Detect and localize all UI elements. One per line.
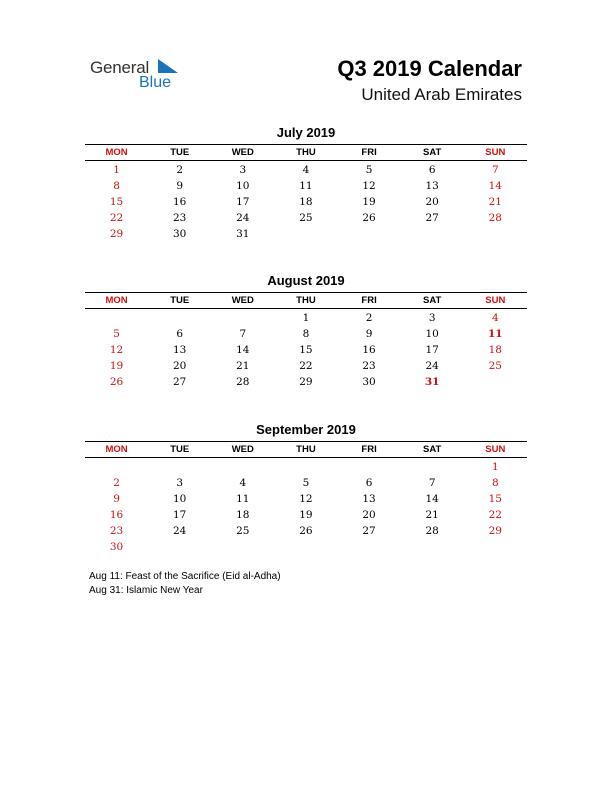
month-july [85, 125, 527, 242]
empty-day-cell [211, 459, 274, 475]
day-cell: 15 [488, 493, 502, 505]
day-cell: 16 [109, 509, 124, 521]
day-cell: 8 [113, 180, 120, 192]
weekday-sat: SAT [423, 295, 442, 306]
weekday-sun: SUN [485, 444, 506, 455]
day-cell: 9 [113, 493, 120, 505]
day-cell: 19 [109, 360, 124, 372]
day-cell: 30 [109, 541, 124, 553]
weekday-fri: FRI [361, 444, 377, 455]
day-cell: 7 [428, 477, 436, 489]
day-cell: 12 [109, 344, 124, 356]
day-cell: 14 [425, 493, 439, 505]
day-cell: 30 [173, 228, 187, 240]
day-cell: 27 [173, 376, 187, 388]
day-cell: 29 [299, 376, 313, 388]
day-cell: 6 [176, 328, 184, 340]
day-cell: 31 [424, 376, 440, 388]
day-cell: 26 [109, 376, 124, 388]
day-cell: 5 [302, 477, 310, 489]
day-cell: 24 [425, 360, 439, 372]
day-cell: 22 [488, 509, 502, 521]
day-cell: 17 [236, 196, 250, 208]
day-cell: 3 [239, 164, 247, 176]
day-cell: 28 [236, 376, 250, 388]
day-cell: 3 [176, 477, 184, 489]
day-cell: 21 [425, 509, 439, 521]
day-cell: 1 [113, 164, 120, 176]
day-cell: 1 [302, 312, 310, 324]
day-cell: 25 [488, 360, 502, 372]
day-cell: 27 [425, 212, 439, 224]
day-cell: 21 [236, 360, 250, 372]
empty-day-cell [85, 459, 148, 475]
empty-day-cell [211, 310, 274, 326]
weekday-thu: THU [296, 444, 316, 455]
day-cell: 18 [236, 509, 250, 521]
day-cell: 15 [109, 196, 124, 208]
day-cell: 23 [109, 525, 124, 537]
day-cell: 10 [236, 180, 250, 192]
day-cell: 25 [236, 525, 250, 537]
day-cell: 9 [365, 328, 373, 340]
day-cell: 13 [362, 493, 376, 505]
holiday-note: Aug 31: Islamic New Year [89, 585, 203, 596]
day-cell: 2 [113, 477, 120, 489]
weekday-header [85, 292, 527, 309]
day-cell: 6 [428, 164, 436, 176]
weekday-sat: SAT [423, 147, 442, 158]
day-cell: 10 [425, 328, 439, 340]
logo-flag-icon [158, 59, 178, 73]
day-cell: 29 [109, 228, 124, 240]
day-cell: 2 [365, 312, 373, 324]
day-cell: 3 [428, 312, 436, 324]
day-cell: 18 [299, 196, 313, 208]
day-cell: 20 [425, 196, 439, 208]
weekday-tue: TUE [170, 295, 190, 306]
weekday-wed: WED [231, 147, 254, 158]
weekday-mon: MON [105, 147, 128, 158]
page-title: Q3 2019 Calendar [337, 56, 522, 81]
day-cell: 24 [173, 525, 187, 537]
day-cell: 1 [491, 461, 499, 473]
empty-day-cell [338, 459, 401, 475]
day-cell: 8 [491, 477, 499, 489]
day-cell: 24 [236, 212, 250, 224]
day-cell: 11 [299, 180, 313, 192]
weekday-mon: MON [105, 295, 128, 306]
weekday-sun: SUN [485, 295, 506, 306]
weekday-fri: FRI [361, 295, 377, 306]
day-cell: 5 [113, 328, 120, 340]
empty-day-cell [85, 310, 148, 326]
day-cell: 6 [365, 477, 373, 489]
weekday-thu: THU [296, 295, 316, 306]
day-cell: 22 [299, 360, 313, 372]
month-title: July 2019 [276, 125, 336, 140]
day-cell: 7 [491, 164, 499, 176]
weekday-thu: THU [296, 147, 316, 158]
day-cell: 4 [491, 312, 499, 324]
logo-general-text: General [90, 58, 150, 77]
day-cell: 28 [425, 525, 439, 537]
empty-day-cell [401, 459, 464, 475]
day-cell: 28 [488, 212, 502, 224]
day-cell: 31 [236, 228, 250, 240]
day-cell: 13 [173, 344, 187, 356]
day-cell: 2 [176, 164, 184, 176]
day-cell: 20 [173, 360, 187, 372]
day-cell: 19 [362, 196, 376, 208]
empty-day-cell [148, 459, 211, 475]
month-title: September 2019 [256, 422, 356, 437]
weekday-sun: SUN [485, 147, 506, 158]
day-cell: 11 [236, 493, 250, 505]
month-august [85, 273, 527, 390]
day-cell: 12 [362, 180, 376, 192]
weekday-header [85, 441, 527, 458]
day-cell: 30 [362, 376, 376, 388]
day-cell: 17 [425, 344, 439, 356]
day-cell: 14 [488, 180, 502, 192]
weekday-wed: WED [231, 444, 254, 455]
weekday-wed: WED [231, 295, 254, 306]
day-cell: 23 [173, 212, 187, 224]
day-cell: 14 [236, 344, 250, 356]
day-cell: 26 [299, 525, 313, 537]
day-cell: 10 [173, 493, 187, 505]
day-cell: 18 [488, 344, 502, 356]
weekday-sat: SAT [423, 444, 442, 455]
day-cell: 23 [362, 360, 376, 372]
empty-day-cell [148, 310, 211, 326]
day-cell: 16 [362, 344, 376, 356]
day-cell: 17 [173, 509, 187, 521]
weekday-tue: TUE [170, 444, 190, 455]
weekday-mon: MON [105, 444, 128, 455]
day-cell: 8 [302, 328, 310, 340]
day-grid [85, 459, 527, 555]
page-subtitle: United Arab Emirates [361, 85, 522, 104]
day-cell: 25 [299, 212, 313, 224]
generalblue-logo [90, 58, 200, 94]
day-cell: 21 [488, 196, 502, 208]
holiday-note: Aug 11: Feast of the Sacrifice (Eid al-Adha) [89, 571, 281, 582]
logo-blue-text: Blue [139, 74, 172, 91]
empty-day-cell [274, 459, 337, 475]
day-cell: 29 [488, 525, 502, 537]
day-cell: 26 [362, 212, 376, 224]
day-cell: 4 [302, 164, 310, 176]
day-grid [85, 310, 527, 390]
month-september [85, 422, 527, 555]
day-cell: 7 [239, 328, 247, 340]
day-cell: 22 [109, 212, 124, 224]
day-cell: 4 [239, 477, 247, 489]
day-cell: 13 [425, 180, 439, 192]
month-title: August 2019 [267, 273, 345, 288]
day-cell: 19 [299, 509, 313, 521]
weekday-tue: TUE [170, 147, 190, 158]
day-cell: 15 [299, 344, 313, 356]
day-cell: 27 [362, 525, 376, 537]
day-cell: 9 [176, 180, 184, 192]
day-cell: 20 [362, 509, 376, 521]
weekday-header [85, 144, 527, 161]
day-cell: 5 [365, 164, 373, 176]
day-cell: 12 [299, 493, 313, 505]
day-cell: 16 [173, 196, 187, 208]
weekday-fri: FRI [361, 147, 377, 158]
day-cell: 11 [488, 328, 503, 340]
day-grid [85, 162, 527, 242]
holiday-notes [89, 570, 281, 598]
